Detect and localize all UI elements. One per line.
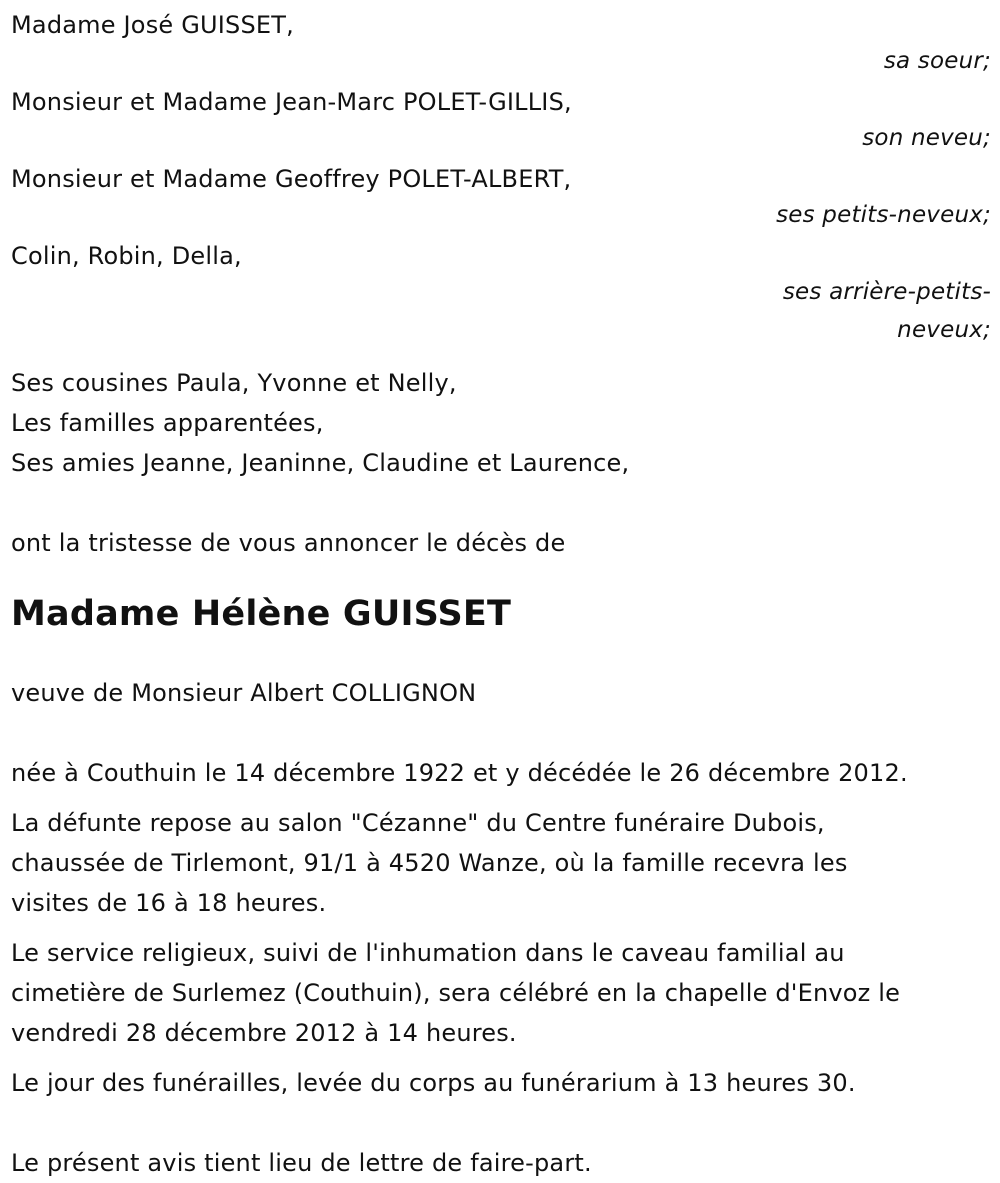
family-member-name: Colin, Robin, Della, bbox=[11, 242, 242, 270]
family-entry bbox=[11, 162, 991, 234]
announcement-text: ont la tristesse de vous annoncer le décès de bbox=[11, 529, 566, 557]
funeral-day-paragraph bbox=[11, 1063, 991, 1103]
family-member-name: Madame José GUISSET, bbox=[11, 11, 294, 39]
visitation-paragraph bbox=[11, 803, 991, 923]
paragraph-line: née à Couthuin le 14 décembre 1922 et y décédée le 26 décembre 2012. bbox=[11, 759, 908, 787]
family-relation: ses arrière-petits- bbox=[782, 279, 991, 305]
closing-note: Le présent avis tient lieu de lettre de faire-part. bbox=[11, 1149, 592, 1177]
family-entry bbox=[11, 8, 991, 80]
widow-of-text: veuve de Monsieur Albert COLLIGNON bbox=[11, 679, 477, 707]
paragraph-line: cimetière de Surlemez (Couthuin), sera célébré en la chapelle d'Envoz le bbox=[11, 979, 901, 1007]
family-member-name: Monsieur et Madame Geoffrey POLET-ALBERT, bbox=[11, 165, 572, 193]
mourner-line: Les familles apparentées, bbox=[11, 409, 324, 437]
family-entry bbox=[11, 239, 991, 349]
mourner-line: Ses cousines Paula, Yvonne et Nelly, bbox=[11, 369, 457, 397]
family-relation: ses petits-neveux; bbox=[776, 202, 991, 228]
family-entry bbox=[11, 85, 991, 157]
birth-death-paragraph bbox=[11, 753, 991, 793]
other-mourners bbox=[11, 363, 991, 483]
deceased-name: Madame Hélène GUISSET bbox=[11, 594, 512, 634]
paragraph-line: Le jour des funérailles, levée du corps au funérarium à 13 heures 30. bbox=[11, 1069, 856, 1097]
paragraph-line: chaussée de Tirlemont, 91/1 à 4520 Wanze, où la famille recevra les bbox=[11, 849, 848, 877]
paragraph-line: Le service religieux, suivi de l'inhumation dans le caveau familial au bbox=[11, 939, 845, 967]
family-member-name: Monsieur et Madame Jean-Marc POLET-GILLIS, bbox=[11, 88, 572, 116]
family-relation: son neveu; bbox=[862, 125, 991, 151]
obituary-notice bbox=[11, 8, 991, 1183]
mourner-line: Ses amies Jeanne, Jeaninne, Claudine et Laurence, bbox=[11, 449, 630, 477]
paragraph-line: vendredi 28 décembre 2012 à 14 heures. bbox=[11, 1019, 517, 1047]
paragraph-line: La défunte repose au salon "Cézanne" du Centre funéraire Dubois, bbox=[11, 809, 825, 837]
paragraph-line: visites de 16 à 18 heures. bbox=[11, 889, 327, 917]
family-relation: sa soeur; bbox=[883, 48, 991, 74]
service-paragraph bbox=[11, 933, 991, 1053]
family-list bbox=[11, 8, 991, 349]
family-relation-continued: neveux; bbox=[897, 317, 991, 343]
